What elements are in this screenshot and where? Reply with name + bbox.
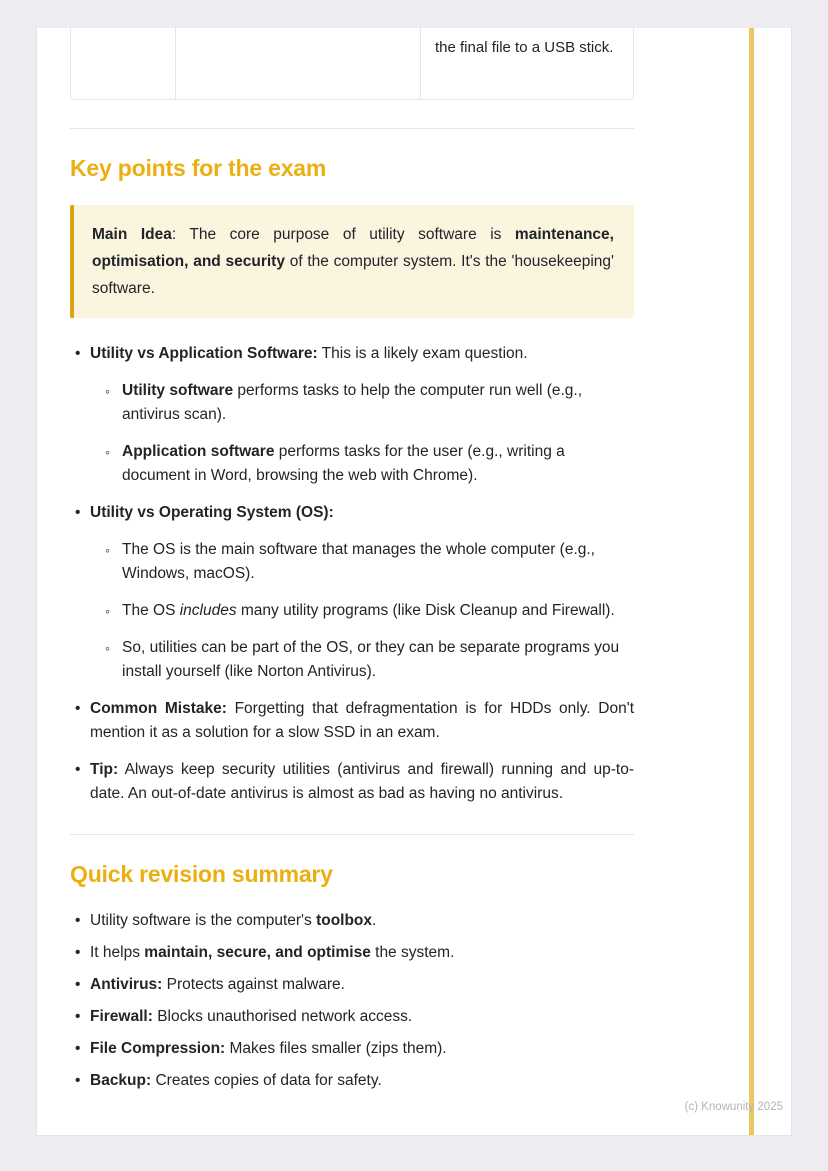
page-content <box>70 28 634 1093</box>
list-item-text: So, utilities can be part of the OS, or they can be separate programs you install yourself (like Norton Antivirus). <box>122 639 620 680</box>
watermark: (c) Knowunity 2025 <box>684 1101 783 1113</box>
list-item-text: Tip: Always keep security utilities (antivirus and firewall) running and up-to-date. An out-of-date antivirus is almost as bad as having no antivirus. <box>90 761 634 802</box>
list-item-text: The OS is the main software that manages the whole computer (e.g., Windows, macOS). <box>122 541 595 582</box>
list-item <box>70 1069 634 1093</box>
heading-quick-revision: Quick revision summary <box>70 861 333 887</box>
list-item <box>100 538 634 586</box>
bullet-icon: • <box>75 1008 81 1025</box>
list-item <box>100 636 634 684</box>
list-item-text: Common Mistake: Forgetting that defragmentation is for HDDs only. Don't mention it as a solution for a slow SSD in an exam. <box>90 700 635 741</box>
bullet-icon: • <box>75 1072 81 1089</box>
list-item-text: Application software performs tasks for the user (e.g., writing a document in Word, browsing the web with Chrome). <box>122 443 565 484</box>
bullet-icon: • <box>75 976 81 993</box>
summary-list <box>70 909 634 1093</box>
sub-bullet-icon: ◦ <box>105 383 110 399</box>
section-divider <box>70 834 634 835</box>
bullet-icon: • <box>75 761 81 778</box>
list-item-group <box>70 342 634 488</box>
main-idea-callout <box>70 205 634 318</box>
list-item <box>100 379 634 427</box>
list-item <box>70 941 634 965</box>
list-item-text: The OS includes many utility programs (like Disk Cleanup and Firewall). <box>122 602 615 619</box>
list-item-text: File Compression: Makes files smaller (zips them). <box>90 1040 447 1057</box>
sub-bullet-icon: ◦ <box>105 640 110 656</box>
heading-key-points: Key points for the exam <box>70 155 327 181</box>
list-item-text: Utility software performs tasks to help the computer run well (e.g., antivirus scan). <box>122 382 583 423</box>
list-item <box>70 909 634 933</box>
list-item <box>70 758 634 806</box>
sub-list <box>70 538 634 684</box>
list-item <box>100 599 634 623</box>
bullet-icon: • <box>75 912 81 929</box>
table-fragment <box>70 28 634 100</box>
table-cell <box>420 28 634 99</box>
list-item-text: Utility vs Application Software: This is a likely exam question. <box>90 345 528 362</box>
list-item <box>70 1037 634 1061</box>
list-item-text: Firewall: Blocks unauthorised network access. <box>90 1008 413 1025</box>
bullet-icon: • <box>75 504 81 521</box>
list-item <box>70 973 634 997</box>
sub-bullet-icon: ◦ <box>105 542 110 558</box>
list-item <box>100 440 634 488</box>
table-cell-empty <box>70 28 175 99</box>
sub-bullet-icon: ◦ <box>105 444 110 460</box>
bullet-icon: • <box>75 944 81 961</box>
list-item-text: It helps maintain, secure, and optimise the system. <box>90 944 455 961</box>
table-cell-empty <box>175 28 420 99</box>
bullet-icon: • <box>75 345 81 362</box>
bullet-icon: • <box>75 1040 81 1057</box>
list-item-group <box>70 501 634 684</box>
sub-bullet-icon: ◦ <box>105 603 110 619</box>
document-page <box>36 28 792 1136</box>
callout-text: Main Idea: The core purpose of utility software is maintenance, optimisation, and security of the computer system. It's the 'housekeeping' software. <box>92 226 614 297</box>
bullet-icon: • <box>75 700 81 717</box>
list-item-text: Utility vs Operating System (OS): <box>90 504 334 521</box>
list-item-text: Antivirus: Protects against malware. <box>90 976 345 993</box>
page-edge-stripe <box>749 28 754 1135</box>
list-item-text: Utility software is the computer's toolbox. <box>90 912 377 929</box>
list-item-text: Backup: Creates copies of data for safety. <box>90 1072 382 1089</box>
key-points-list <box>70 342 634 806</box>
list-item <box>70 1005 634 1029</box>
sub-list <box>70 379 634 488</box>
section-divider <box>70 128 634 129</box>
list-item <box>70 501 634 525</box>
table-cell-text: the final file to a USB stick. <box>435 39 614 56</box>
list-item <box>70 697 634 745</box>
list-item <box>70 342 634 366</box>
